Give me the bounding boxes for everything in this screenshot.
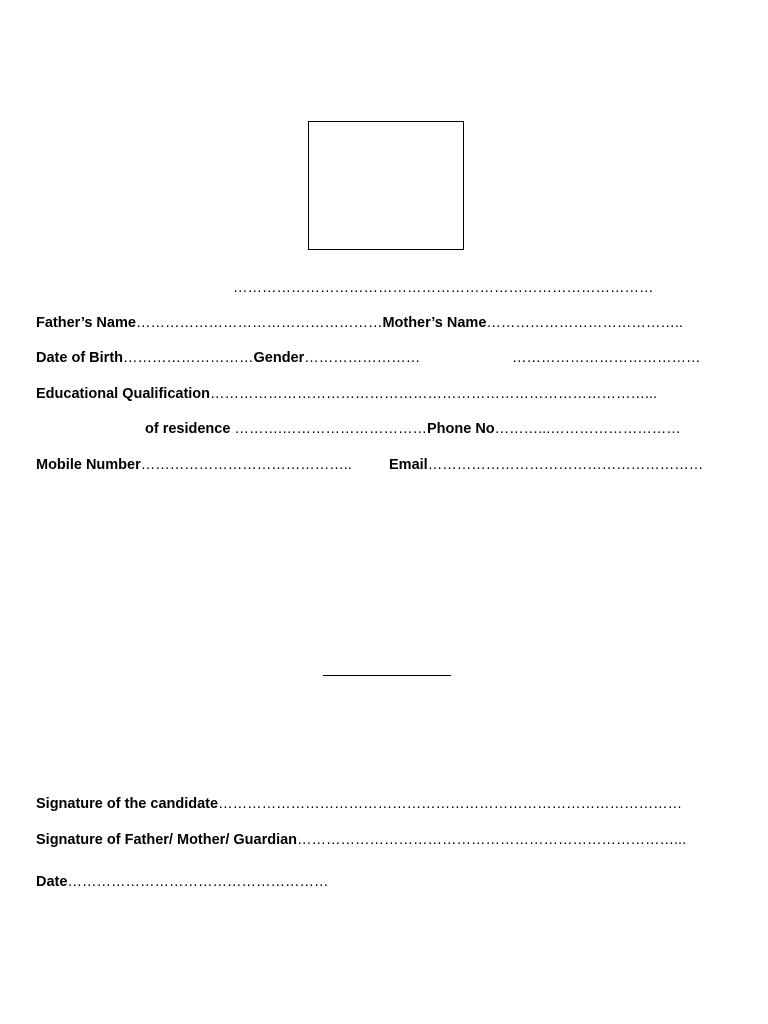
email-row — [389, 456, 703, 474]
education-row — [36, 385, 657, 403]
mother-name-label: Mother’s Name — [382, 315, 487, 331]
dob-row — [36, 349, 420, 367]
candidate-signature-label: Signature of the candidate — [36, 796, 219, 812]
residence-field[interactable]: ……….………………………… — [234, 421, 427, 437]
father-name-field[interactable]: …………………………………………… — [135, 315, 383, 331]
date-label: Date — [36, 874, 68, 890]
guardian-signature-row — [36, 831, 686, 849]
name-field[interactable]: …………………………………………………………………………… — [233, 280, 654, 296]
extra-field[interactable]: ………………………………… — [512, 350, 701, 366]
education-field[interactable]: ………………………………………………………………………………... — [210, 386, 658, 402]
extra-field-row — [512, 349, 701, 367]
mobile-row — [36, 456, 352, 474]
phone-label: Phone No — [426, 421, 495, 437]
education-label: Educational Qualification — [36, 386, 211, 402]
email-label: Email — [389, 457, 428, 473]
mobile-field[interactable]: …………………………………….. — [140, 457, 352, 473]
email-field[interactable]: ………………………………………………… — [427, 457, 704, 473]
mother-name-field[interactable]: ………………………………….. — [486, 315, 683, 331]
residence-label: of residence — [145, 421, 235, 437]
name-line — [233, 279, 654, 297]
divider-rule — [323, 675, 451, 676]
residence-row — [145, 420, 681, 438]
phone-field[interactable]: ………...……………………… — [494, 421, 681, 437]
dob-label: Date of Birth — [36, 350, 123, 366]
date-field[interactable]: ……………………………………………… — [67, 874, 329, 890]
guardian-signature-label: Signature of Father/ Mother/ Guardian — [36, 832, 298, 848]
candidate-signature-row — [36, 795, 682, 813]
father-name-label: Father’s Name — [36, 315, 136, 331]
mobile-label: Mobile Number — [36, 457, 141, 473]
guardian-signature-field[interactable]: ……………………………………………………………………... — [297, 832, 687, 848]
photo-box — [308, 121, 464, 250]
dob-field[interactable]: ……………………… — [123, 350, 254, 366]
date-row — [36, 873, 328, 891]
parents-row — [36, 314, 683, 332]
gender-field[interactable]: …………………… — [304, 350, 421, 366]
gender-label: Gender — [253, 350, 305, 366]
candidate-signature-field[interactable]: …………………………………………………………………………………… — [218, 796, 683, 812]
